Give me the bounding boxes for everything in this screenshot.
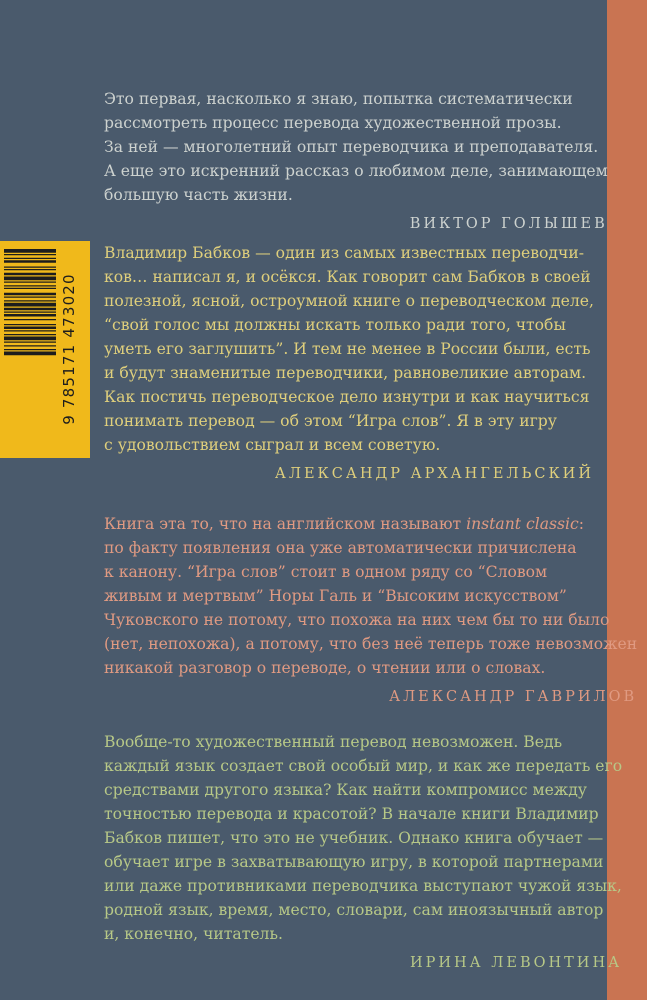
quote-line: понимать перевод — об этом “Игра слов”. Я в эту игру xyxy=(104,412,557,430)
quote-line: Чуковского не потому, что похожа на них чем бы то ни было xyxy=(104,611,610,629)
barcode-bar xyxy=(4,258,56,259)
quote-line: Владимир Бабков — один из самых известных переводчи- xyxy=(104,244,584,262)
quote-line: ков… написал я, и осёкся. Как говорит сам Бабков в своей xyxy=(104,268,591,286)
barcode-bar xyxy=(4,254,56,255)
quote-levontina xyxy=(104,730,622,971)
quote-line: точностью перевода и красотой? В начале книги Владимир xyxy=(104,805,599,823)
barcode-bar xyxy=(4,342,56,343)
quote-line: родной язык, время, место, словари, сам иноязычный автор xyxy=(104,901,604,919)
barcode-bar xyxy=(4,349,56,350)
quote-emphasis: instant classic xyxy=(466,515,579,533)
quote-text: : xyxy=(578,515,584,533)
barcode-bar xyxy=(4,267,56,268)
isbn-number: 9 785171 473020 xyxy=(60,273,79,425)
quote-text: Книга эта то, что на английском называют xyxy=(104,515,467,533)
barcode-bar xyxy=(4,314,56,317)
quote-line xyxy=(104,512,637,536)
quote-line: и, конечно, читатель. xyxy=(104,925,283,943)
quote-golyshev xyxy=(104,87,608,232)
quote-line: Вообще-то художественный перевод невозможен. Ведь xyxy=(104,733,563,751)
quote-line: Как постичь переводческое дело изнутри и как научиться xyxy=(104,388,590,406)
barcode-bar xyxy=(4,300,56,301)
barcode-bar xyxy=(4,277,56,281)
quote-author: ВИКТОР ГОЛЫШЕВ xyxy=(409,216,608,232)
barcode-bar xyxy=(4,269,56,270)
isbn-number-wrap xyxy=(56,249,82,449)
barcode-bar xyxy=(4,308,56,311)
quote-line: Бабков пишет, что это не учебник. Однако книга обучает — xyxy=(104,829,604,847)
quote-line: За ней — многолетний опыт переводчика и преподавателя. xyxy=(104,138,599,156)
barcode-icon xyxy=(4,249,56,449)
barcode-bar xyxy=(4,288,56,289)
barcode-bar xyxy=(4,260,56,263)
barcode-bar xyxy=(4,285,56,286)
barcode-bar xyxy=(4,312,56,313)
barcode-bar xyxy=(4,293,56,296)
quote-line: каждый язык создает свой особый мир, и как же передать его xyxy=(104,757,623,775)
quote-line: живым и мертвым” Норы Галь и “Высоким искусством” xyxy=(104,587,567,605)
quote-line: обучает игре в захватывающую игру, в которой партнерами xyxy=(104,853,604,871)
quote-author: АЛЕКСАНДР ГАВРИЛОВ xyxy=(389,689,638,705)
barcode-bar xyxy=(4,324,56,325)
barcode-bar xyxy=(4,303,56,307)
barcode-bar xyxy=(4,282,56,283)
quote-line: “свой голос мы должны искать только ради того, чтобы xyxy=(104,316,566,334)
quote-line: по факту появления она уже автоматически причислена xyxy=(104,539,577,557)
quote-line: (нет, непохожа), а потому, что без неё теперь тоже невозможен xyxy=(104,635,638,653)
quote-line: никакой разговор о переводе, о чтении или о словах. xyxy=(104,659,546,677)
quote-gavrilov xyxy=(104,512,637,705)
barcode-panel xyxy=(0,241,90,458)
quote-line: большую часть жизни. xyxy=(104,186,293,204)
quote-line: с удовольствием сыграл и всем советую. xyxy=(104,436,441,454)
barcode-bar xyxy=(4,330,56,331)
barcode-bar xyxy=(4,337,56,341)
barcode-bar xyxy=(4,327,56,330)
quote-line: уметь его заглушить”. И тем не менее в России были, есть xyxy=(104,340,591,358)
barcode-bar xyxy=(4,345,56,346)
quote-author: АЛЕКСАНДР АРХАНГЕЛЬСКИЙ xyxy=(274,466,594,482)
quote-line: и будут знаменитые переводчики, равновеликие авторам. xyxy=(104,364,587,382)
quote-line: к канону. “Игра слов” стоит в одном ряду со “Словом xyxy=(104,563,548,581)
barcode-bar xyxy=(4,334,56,335)
quote-line: А еще это искренний рассказ о любимом деле, занимающем xyxy=(104,162,608,180)
barcode-bar xyxy=(4,319,56,320)
barcode-bar xyxy=(4,273,56,276)
quote-arkhangelsky xyxy=(104,241,594,482)
barcode-bar xyxy=(4,352,56,356)
quote-line: полезной, ясной, остроумной книге о переводческом деле, xyxy=(104,292,594,310)
barcode-bar xyxy=(4,297,56,298)
barcode-bar xyxy=(4,249,56,253)
quote-author: ИРИНА ЛЕВОНТИНА xyxy=(409,955,623,971)
quote-line: или даже противниками переводчика выступают чужой язык, xyxy=(104,877,622,895)
quote-line: средствами другого языка? Как найти компромисс между xyxy=(104,781,587,799)
quote-line: Это первая, насколько я знаю, попытка систематически xyxy=(104,90,573,108)
quote-line: рассмотреть процесс перевода художественной прозы. xyxy=(104,114,562,132)
